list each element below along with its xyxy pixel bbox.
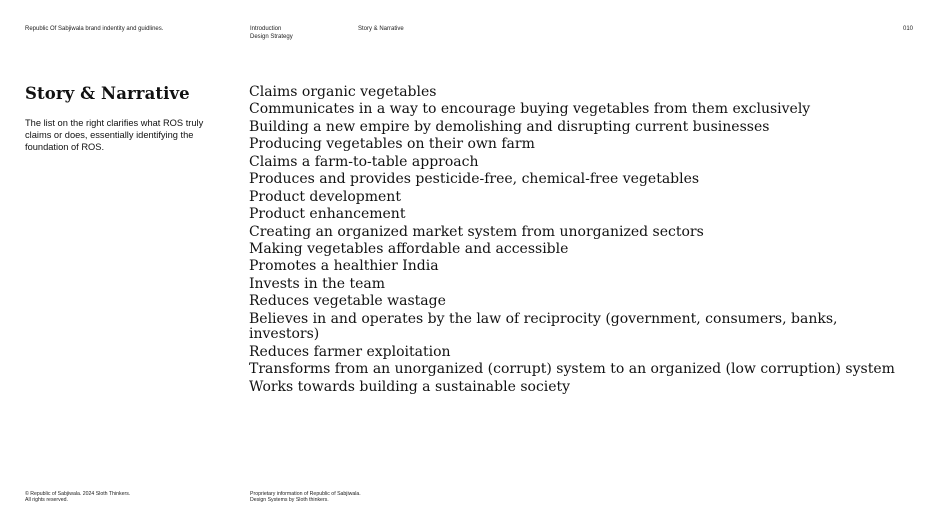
footer-copyright-line: All rights reserved.	[25, 497, 68, 503]
claim-item: Reduces vegetable wastage	[249, 293, 446, 310]
claim-item: Building a new empire by demolishing and disrupting current businesses	[249, 118, 770, 135]
header-section	[250, 26, 293, 41]
footer-copyright	[25, 491, 130, 503]
page-title: Story & Narrative	[25, 84, 190, 103]
footer-proprietary	[250, 491, 361, 503]
header-chapter: Story & Narrative	[358, 26, 404, 32]
claim-item: Transforms from an unorganized (corrupt) system to an organized (low corruption) system	[249, 361, 895, 378]
claim-item: Invests in the team	[249, 275, 386, 292]
claim-item: Works towards building a sustainable society	[249, 378, 571, 395]
intro-text: The list on the right clarifies what ROS truly claims or does, essentially identifying the foundation of ROS.	[25, 118, 204, 152]
claim-item: Claims a farm-to-table approach	[249, 153, 479, 170]
claim-item: Claims organic vegetables	[249, 84, 437, 100]
claim-item: Producing vegetables on their own farm	[249, 136, 535, 153]
claim-item: Communicates in a way to encourage buying vegetables from them exclusively	[249, 101, 811, 118]
claim-item: Promotes a healthier India	[249, 258, 439, 275]
footer-copyright-line: © Republic of Sabjiwala. 2024 Sloth Thinkers.	[25, 491, 131, 497]
claim-item: Believes in and operates by the law of reciprocity (government, consumers, banks, investors)	[249, 310, 838, 343]
claim-item: Product development	[249, 188, 401, 205]
header-section-line: Design Strategy	[250, 33, 293, 40]
claims-list	[249, 85, 909, 397]
claim-item: Product enhancement	[249, 206, 406, 223]
header-section-line: Introduction	[250, 26, 282, 32]
claim-item: Creating an organized market system from unorganized sectors	[249, 223, 704, 240]
footer-proprietary-line: Design Systems by Sloth thinkers.	[250, 497, 329, 503]
page-number: 010	[902, 26, 913, 32]
header-brand: Republic Of Sabjiwala brand indentity and guidlines.	[25, 26, 164, 32]
claim-item: Produces and provides pesticide-free, chemical-free vegetables	[249, 171, 700, 188]
footer-proprietary-line: Proprietary information of Republic of Sabjiwala.	[250, 491, 361, 497]
claim-item: Making vegetables affordable and accessible	[249, 240, 569, 257]
claim-item: Reduces farmer exploitation	[249, 343, 451, 360]
